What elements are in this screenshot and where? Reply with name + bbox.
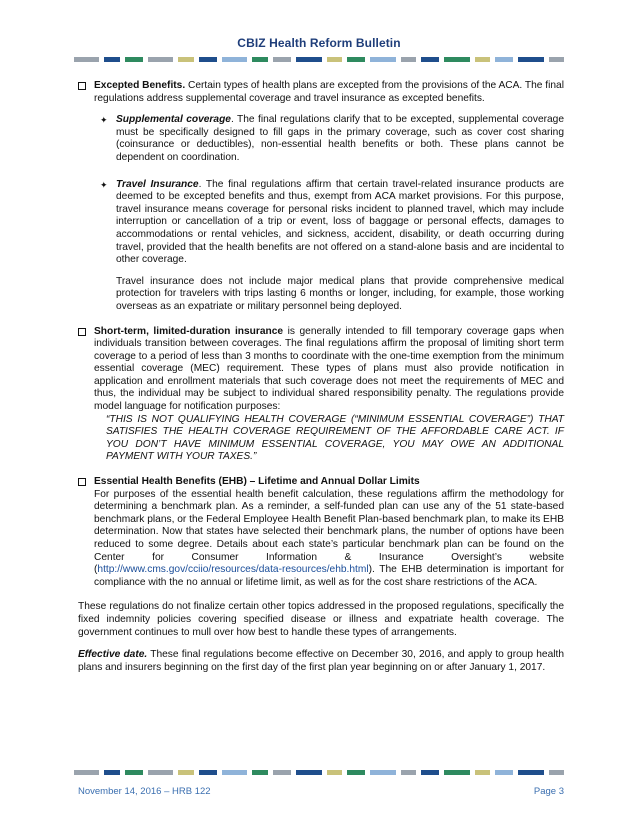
stripe-segment [347,770,366,775]
section-heading: Short-term, limited-duration insurance [94,325,284,337]
stripe-segment [444,57,469,62]
stripe-segment [495,770,514,775]
paragraph-text: . The final regulations clarify that to be excepted, supplemental coverage must be specifically designed to fill gaps in the primary coverage, such as cover cost sharing (coinsurance or deductibles), non-essential health benefits or both. These plans cannot be dependent on coordination. [116,114,565,163]
excepted-benefits-paragraph [94,80,564,105]
checkbox-bullet-icon [78,328,86,336]
stripe-segment [148,770,173,775]
stripe-segment [273,57,292,62]
stripe-segment [518,57,543,62]
travel-insurance-extra-paragraph: Travel insurance does not include major medical plans that provide comprehensive medical protection for travelers with trips lasting 6 months or longer, including, for example, those working overseas as an expatriate or military personnel being deployed. [116,275,564,312]
paragraph-text: is generally intended to fill temporary coverage gaps when individuals transition between coverages. The final regulations affirm the proposal of limiting short term coverage to a period of less than 3 months to coordinate with the one-time exemption from the minimum essential coverage (MEC) requirement. These types of plans must also provide notification in application and enrollment materials that such coverage does not meet the requirements of MEC and thus, the individual may be subject to individual shared responsibility penalty. The regulations provide model language for notification purposes: [94,325,564,413]
checkbox-bullet-icon [78,478,86,486]
stripe-segment [421,57,440,62]
stripe-segment [125,770,144,775]
section-heading: Essential Health Benefits (EHB) – Lifetime and Annual Dollar Limits [94,476,420,488]
diamond-bullet-icon: ✦ [100,115,108,126]
bulletin-body [78,80,564,674]
stripe-segment [549,770,564,775]
ehb-section [78,476,564,589]
paragraph-text: . The final regulations affirm that certain travel-related insurance products are deemed to be excepted benefits and thus, exempt from ACA market provisions. For this purpose, travel insurance means coverage for personal risks incident to planned travel, which may include interruption or cancellation of a trip or event, loss of baggage or personal effects, damages to accommodations or rental vehicles, and sickness, accident, disability, or death occurring during travel, provided that the health benefits are not offered on a stand-alone basis and are incidental to other coverage. [116,178,565,266]
diamond-bullet-icon: ✦ [100,179,108,190]
stripe-segment [401,57,416,62]
subsection-heading: Travel Insurance [116,178,199,190]
stripe-segment [296,57,321,62]
paragraph-text: ). The EHB determination is important for compliance with the no annual or lifetime limit, as well as for the cost share restrictions of the ACA. [94,564,564,588]
short-term-paragraph [94,326,564,414]
travel-insurance-paragraph [116,179,564,267]
supplemental-coverage-paragraph [116,114,564,164]
supplemental-coverage-item [78,114,564,164]
bulletin-title: CBIZ Health Reform Bulletin [237,36,401,50]
stripe-segment [549,57,564,62]
decorative-stripe-top [74,57,564,62]
stripe-segment [370,770,395,775]
stripe-segment [444,770,469,775]
stripe-segment [475,770,490,775]
stripe-segment [495,57,514,62]
notification-quote: “THIS IS NOT QUALIFYING HEALTH COVERAGE (“MINIMUM ESSENTIAL COVERAGE”) THAT SATISFIES THE HEALTH COVERAGE REQUIREMENT OF THE AFFORDABLE CARE ACT. IF YOU DON’T HAVE MINIMUM ESSENTIAL COVERAGE, YOU MAY OWE AN ADDITIONAL PAYMENT WITH YOUR TAXES.” [106,413,564,463]
stripe-segment [296,770,321,775]
stripe-segment [199,57,218,62]
stripe-segment [327,57,342,62]
stripe-segment [222,57,247,62]
stripe-segment [475,57,490,62]
stripe-segment [178,770,193,775]
stripe-segment [74,57,99,62]
decorative-stripe-bottom [74,770,564,775]
stripe-segment [148,57,173,62]
travel-insurance-item [78,179,564,267]
stripe-segment [252,770,267,775]
paragraph-text: For purposes of the essential health benefit calculation, these regulations affirm the methodology for determining a benchmark plan. As a reminder, a self-funded plan can use any of the 51 state-based benchmark plans, or the Federal Employee Health Benefit Plan-based benchmark plan, to make its EHB determination. Now that states have selected their benchmark plans, the number of options have been reduced to some degree. Details about each state’s particular benchmark plan can be found on the Center for Consumer Information & Insurance Oversight’s website ( [94,488,565,576]
effective-date-heading: Effective date. [78,649,148,661]
stripe-segment [178,57,193,62]
stripe-segment [327,770,342,775]
stripe-segment [74,770,99,775]
closing-paragraph: These regulations do not finalize certain other topics addressed in the proposed regulations, specifically the fixed indemnity policies covering specified disease or illness and expatriate health coverage. The government continues to mull over how best to handle these types of arrangements. [78,601,564,638]
stripe-segment [222,770,247,775]
stripe-segment [401,770,416,775]
stripe-segment [421,770,440,775]
stripe-segment [370,57,395,62]
section-heading: Excepted Benefits. [94,80,186,91]
stripe-segment [347,57,366,62]
stripe-segment [104,57,119,62]
excepted-benefits-section [78,80,564,105]
ccio-link[interactable]: http://www.cms.gov/cciio/resources/data-resources/ehb.html [97,564,369,576]
stripe-segment [273,770,292,775]
effective-date-paragraph [78,649,564,674]
subsection-heading: Supplemental coverage [116,114,231,126]
checkbox-bullet-icon [78,82,86,90]
short-term-section [78,326,564,465]
stripe-segment [518,770,543,775]
paragraph-text: These final regulations become effective on December 30, 2016, and apply to group health plans and insurers beginning on the first day of the first plan year beginning on or after January 1, 2017. [78,649,565,673]
stripe-segment [104,770,119,775]
stripe-segment [199,770,218,775]
footer-page-number: Page 3 [533,786,564,797]
footer-date: November 14, 2016 – HRB 122 [78,786,211,797]
paragraph-text: Certain types of health plans are excepted from the provisions of the ACA. The final regulations address supplemental coverage and travel insurance as excepted benefits. [94,80,564,104]
ehb-paragraph [94,489,564,590]
stripe-segment [125,57,144,62]
stripe-segment [252,57,267,62]
